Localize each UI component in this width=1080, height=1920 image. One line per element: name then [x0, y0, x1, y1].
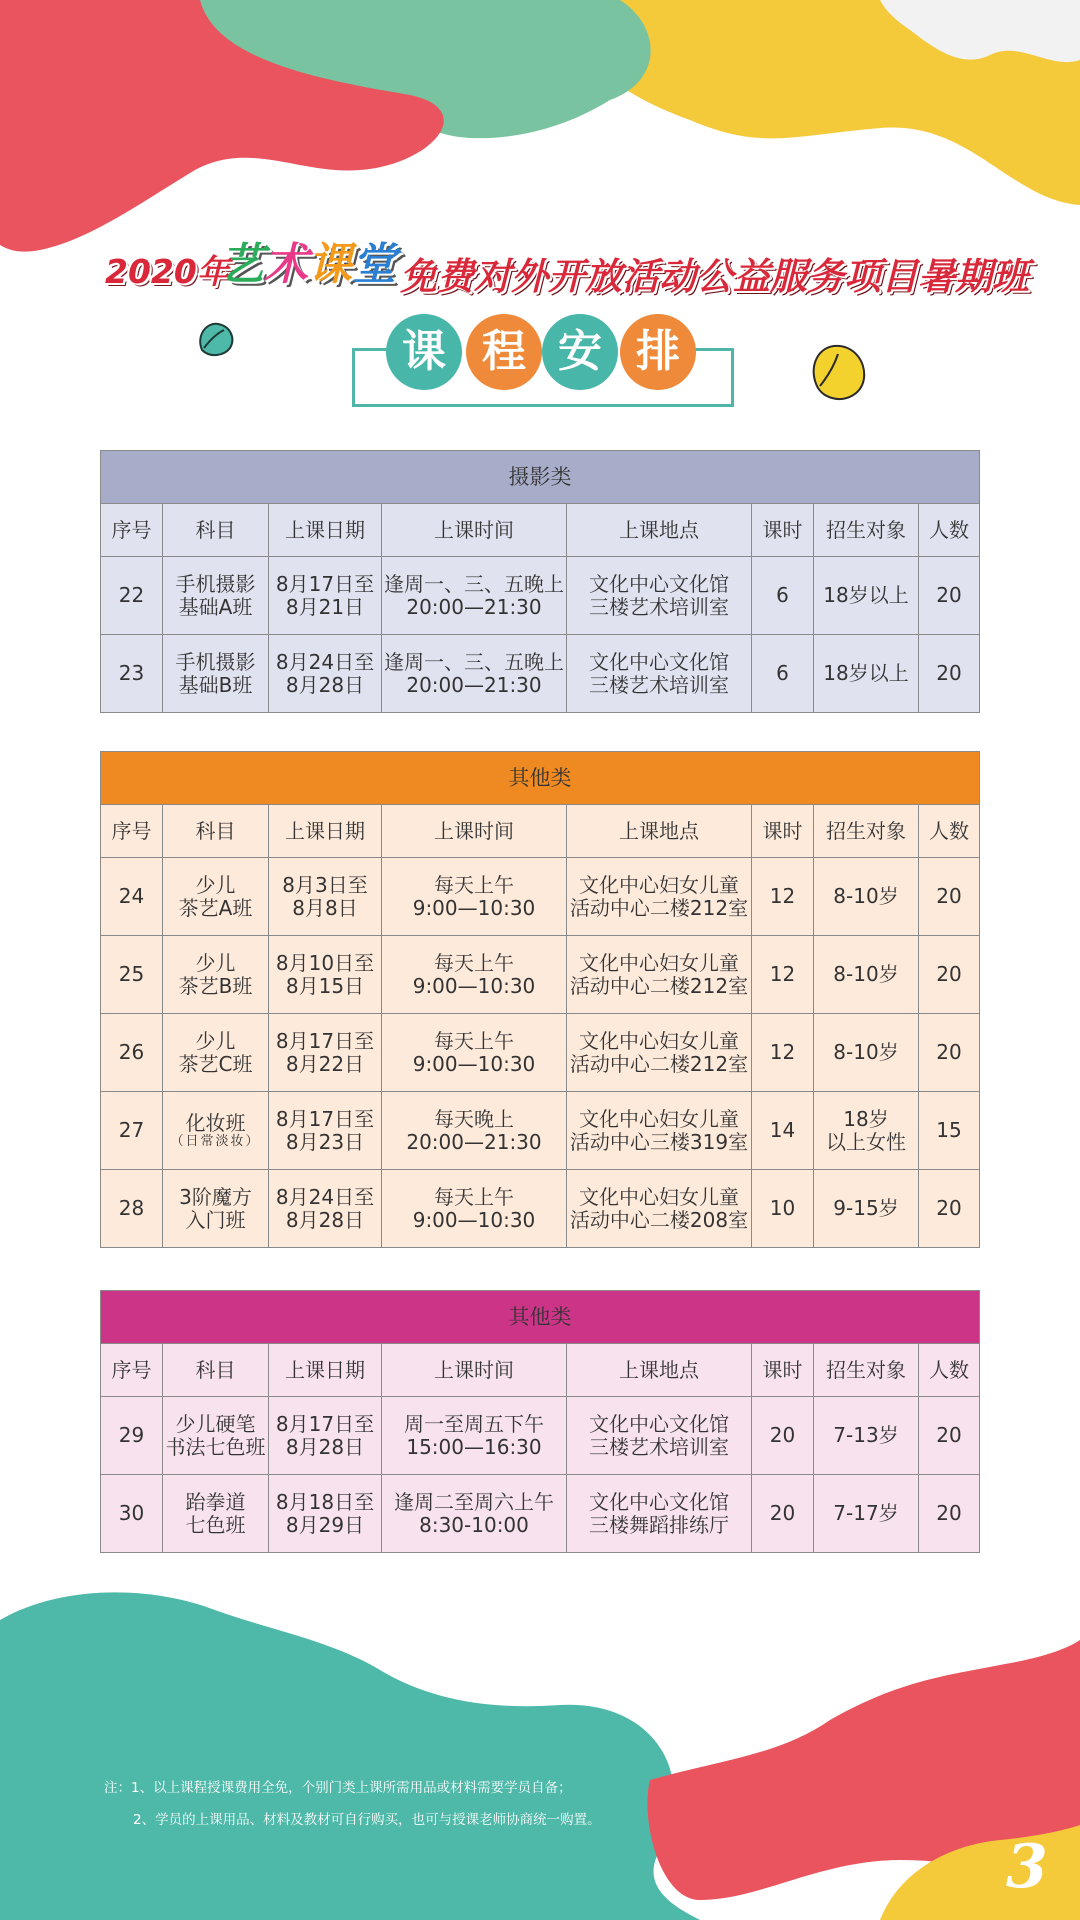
cell-line: 7-17岁: [833, 1501, 899, 1525]
poster-title: [100, 228, 1029, 298]
cell-line: 书法七色班: [165, 1434, 266, 1459]
cell-number: 29: [101, 1397, 163, 1475]
cell-line: 8月10日至: [275, 950, 375, 975]
cell-line: 周一至周五下午: [404, 1411, 544, 1436]
cell-date: [269, 1475, 382, 1553]
cell-line: 文化中心文化馆: [589, 1411, 729, 1436]
cell-line: 文化中心妇女儿童: [579, 872, 739, 897]
table-row: [101, 1170, 980, 1248]
cell-line: 8-10岁: [833, 1040, 899, 1064]
cell-line: 活动中心二楼212室: [569, 973, 749, 998]
note-line: 2、学员的上课用品、材料及教材可自行购买，也可与授课老师协商统一购置。: [133, 1812, 601, 1828]
cell-line: 8月22日: [285, 1051, 365, 1076]
cell-line: 七色班: [185, 1512, 246, 1537]
cell-line: 每天上午: [434, 872, 514, 897]
note-line: 注：1、以上课程授课费用全免，个别门类上课所需用品或材料需要学员自备；: [104, 1780, 572, 1796]
cell-subject: [163, 635, 269, 713]
cell-target: [814, 936, 919, 1014]
cell-line: 三楼艺术培训室: [589, 1434, 729, 1459]
cell-line: 手机摄影: [175, 571, 256, 596]
table-row: [101, 1475, 980, 1553]
footer-notes: [104, 1772, 804, 1836]
cell-line: 茶艺B班: [178, 973, 253, 998]
table-row: [101, 936, 980, 1014]
cell-number: 24: [101, 858, 163, 936]
cell-line: 7-13岁: [833, 1423, 899, 1447]
cell-target: [814, 557, 919, 635]
cell-line: 茶艺A班: [178, 895, 253, 920]
cell-date: [269, 936, 382, 1014]
cell-line: 基础B班: [178, 672, 253, 697]
cell-line: 3阶魔方: [179, 1184, 252, 1209]
cell-line: 文化中心文化馆: [589, 1489, 729, 1514]
column-header: 序号: [101, 805, 163, 858]
cell-time: [382, 1014, 567, 1092]
cell-date: [269, 1170, 382, 1248]
cell-line: 每天上午: [434, 1028, 514, 1053]
cell-line: 8月28日: [285, 672, 365, 697]
column-header: 序号: [101, 1344, 163, 1397]
cell-hours: 12: [752, 858, 814, 936]
cell-place: [567, 1170, 752, 1248]
cell-hours: 6: [752, 635, 814, 713]
cell-line: 三楼艺术培训室: [589, 594, 729, 619]
cell-line: 20:00—21:30: [406, 672, 542, 697]
cell-line: 8月17日至: [275, 571, 375, 596]
cell-line: 基础A班: [178, 594, 253, 619]
teal-leaf-icon: [196, 318, 238, 358]
schedule-table-other-2: [100, 1290, 980, 1553]
cell-subject: [163, 1014, 269, 1092]
cell-line: 每天上午: [434, 950, 514, 975]
cell-line: 8月23日: [285, 1129, 365, 1154]
column-header: 上课日期: [269, 805, 382, 858]
cell-line: 每天上午: [434, 1184, 514, 1209]
cell-line: 20:00—21:30: [406, 594, 542, 619]
column-header: 科目: [163, 1344, 269, 1397]
schedule-table-photography: [100, 450, 980, 713]
brand-char: 术: [264, 239, 308, 290]
cell-line: 文化中心妇女儿童: [579, 1184, 739, 1209]
cell-place: [567, 1397, 752, 1475]
cell-line: 9:00—10:30: [412, 895, 536, 920]
brand-char: 课: [308, 239, 352, 290]
cell-number: 25: [101, 936, 163, 1014]
column-header: 序号: [101, 504, 163, 557]
cell-line: 18岁: [843, 1106, 889, 1131]
cell-target: [814, 1170, 919, 1248]
cell-target: [814, 635, 919, 713]
table-row: [101, 1014, 980, 1092]
cell-target: [814, 1014, 919, 1092]
cell-number: 30: [101, 1475, 163, 1553]
column-header: 上课时间: [382, 504, 567, 557]
cell-number: 26: [101, 1014, 163, 1092]
cell-number: 23: [101, 635, 163, 713]
cell-target: [814, 1475, 919, 1553]
cell-subject: [163, 1475, 269, 1553]
cell-line: 文化中心文化馆: [589, 649, 729, 674]
title-brand: [220, 228, 396, 292]
cell-line: 活动中心二楼212室: [569, 895, 749, 920]
cell-count: 20: [919, 1014, 980, 1092]
column-header: 课时: [752, 805, 814, 858]
cell-line: 9:00—10:30: [412, 973, 536, 998]
cell-line: 8月18日至: [275, 1489, 375, 1514]
cell-line: 8月28日: [285, 1434, 365, 1459]
cell-line: 8月24日至: [275, 649, 375, 674]
cell-line: 活动中心二楼212室: [569, 1051, 749, 1076]
cell-date: [269, 557, 382, 635]
cell-place: [567, 1092, 752, 1170]
bottom-teal-blob: [0, 1592, 700, 1920]
cell-number: 22: [101, 557, 163, 635]
cell-line: 8月17日至: [275, 1106, 375, 1131]
cell-place: [567, 635, 752, 713]
column-header: 上课日期: [269, 504, 382, 557]
cell-target: [814, 1092, 919, 1170]
cell-line: 8月3日至: [282, 872, 368, 897]
cell-place: [567, 557, 752, 635]
cell-count: 20: [919, 635, 980, 713]
cell-line: 逢周一、三、五晚上: [384, 649, 564, 674]
cell-subject: [163, 1092, 269, 1170]
cell-time: [382, 1170, 567, 1248]
cell-date: [269, 1092, 382, 1170]
subject-note: （日常淡妆）: [170, 1133, 261, 1149]
cell-place: [567, 1014, 752, 1092]
cell-date: [269, 858, 382, 936]
table-row: [101, 1092, 980, 1170]
brand-char: 堂: [352, 239, 396, 290]
table-category-title: 摄影类: [101, 451, 980, 504]
column-header: 上课时间: [382, 1344, 567, 1397]
subtitle-char: 课: [386, 314, 462, 390]
column-header: 人数: [919, 1344, 980, 1397]
cell-line: 少儿: [195, 872, 236, 897]
cell-line: 跆拳道: [185, 1489, 246, 1514]
cell-line: 8月28日: [285, 1207, 365, 1232]
subtitle-char: 程: [466, 314, 542, 390]
cell-hours: 20: [752, 1397, 814, 1475]
cell-line: 8-10岁: [833, 884, 899, 908]
cell-line: 9:00—10:30: [412, 1051, 536, 1076]
column-header: 招生对象: [814, 504, 919, 557]
cell-place: [567, 936, 752, 1014]
column-header: 科目: [163, 504, 269, 557]
title-year: 2020年: [105, 252, 230, 291]
cell-time: [382, 936, 567, 1014]
cell-date: [269, 635, 382, 713]
cell-count: 20: [919, 936, 980, 1014]
cell-time: [382, 557, 567, 635]
cell-hours: 14: [752, 1092, 814, 1170]
cell-count: 15: [919, 1092, 980, 1170]
cell-time: [382, 1397, 567, 1475]
column-header: 人数: [919, 805, 980, 858]
cell-line: 8月8日: [292, 895, 358, 920]
cell-place: [567, 858, 752, 936]
cell-line: 9-15岁: [833, 1196, 899, 1220]
cell-line: 手机摄影: [175, 649, 256, 674]
cell-time: [382, 858, 567, 936]
cell-line: 18岁以上: [823, 661, 909, 685]
cell-line: 8月24日至: [275, 1184, 375, 1209]
column-header: 科目: [163, 805, 269, 858]
cell-count: 20: [919, 557, 980, 635]
cell-line: 8月15日: [285, 973, 365, 998]
page-number: 3: [1006, 1832, 1048, 1902]
cell-count: 20: [919, 858, 980, 936]
column-header: 上课地点: [567, 504, 752, 557]
cell-date: [269, 1014, 382, 1092]
cell-hours: 12: [752, 1014, 814, 1092]
cell-line: 15:00—16:30: [406, 1434, 542, 1459]
cell-line: 少儿: [195, 1028, 236, 1053]
table-row: [101, 557, 980, 635]
subtitle-char: 排: [620, 314, 696, 390]
cell-hours: 6: [752, 557, 814, 635]
cell-subject: [163, 1170, 269, 1248]
schedule-table-other-1: [100, 751, 980, 1248]
cell-line: 8:30-10:00: [419, 1512, 529, 1537]
cell-line: 8月17日至: [275, 1028, 375, 1053]
cell-number: 27: [101, 1092, 163, 1170]
cell-time: [382, 635, 567, 713]
cell-line: 20:00—21:30: [406, 1129, 542, 1154]
cell-line: 8月17日至: [275, 1411, 375, 1436]
cell-line: 活动中心三楼319室: [569, 1129, 749, 1154]
cell-line: 9:00—10:30: [412, 1207, 536, 1232]
cell-subject: [163, 936, 269, 1014]
cell-line: 每天晚上: [434, 1106, 514, 1131]
brand-char: 艺: [220, 239, 264, 290]
cell-date: [269, 1397, 382, 1475]
cell-hours: 10: [752, 1170, 814, 1248]
cell-line: 逢周一、三、五晚上: [384, 571, 564, 596]
cell-line: 18岁以上: [823, 583, 909, 607]
cell-line: 逢周二至周六上午: [394, 1489, 554, 1514]
cell-target: [814, 858, 919, 936]
column-header: 招生对象: [814, 1344, 919, 1397]
cell-line: 少儿: [195, 950, 236, 975]
cell-line: 以上女性: [826, 1129, 906, 1154]
cell-place: [567, 1475, 752, 1553]
column-header: 上课时间: [382, 805, 567, 858]
table-row: [101, 635, 980, 713]
cell-count: 20: [919, 1170, 980, 1248]
cell-line: 8月21日: [285, 594, 365, 619]
yellow-leaf-icon: [808, 340, 870, 402]
cell-line: 入门班: [185, 1207, 246, 1232]
cell-line: 三楼舞蹈排练厅: [589, 1512, 729, 1537]
column-header: 招生对象: [814, 805, 919, 858]
cell-line: 文化中心妇女儿童: [579, 950, 739, 975]
cell-line: 文化中心妇女儿童: [579, 1028, 739, 1053]
column-header: 上课地点: [567, 1344, 752, 1397]
cell-subject: [163, 858, 269, 936]
cell-line: 茶艺C班: [178, 1051, 253, 1076]
table-row: [101, 1397, 980, 1475]
cell-time: [382, 1092, 567, 1170]
cell-number: 28: [101, 1170, 163, 1248]
column-header: 上课地点: [567, 805, 752, 858]
column-header: 课时: [752, 504, 814, 557]
cell-hours: 12: [752, 936, 814, 1014]
table-category-title: 其他类: [101, 752, 980, 805]
cell-target: [814, 1397, 919, 1475]
cell-count: 20: [919, 1397, 980, 1475]
cell-hours: 20: [752, 1475, 814, 1553]
column-header: 人数: [919, 504, 980, 557]
cell-time: [382, 1475, 567, 1553]
cell-line: 三楼艺术培训室: [589, 672, 729, 697]
table-category-title: 其他类: [101, 1291, 980, 1344]
cell-line: 少儿硬笔: [175, 1411, 256, 1436]
cell-line: 8-10岁: [833, 962, 899, 986]
cell-subject: [163, 1397, 269, 1475]
table-row: [101, 858, 980, 936]
cell-line: 文化中心妇女儿童: [579, 1106, 739, 1131]
cell-line: 化妆班: [185, 1110, 246, 1135]
cell-count: 20: [919, 1475, 980, 1553]
subtitle-char: 安: [542, 314, 618, 390]
column-header: 课时: [752, 1344, 814, 1397]
column-header: 上课日期: [269, 1344, 382, 1397]
cell-subject: [163, 557, 269, 635]
cell-line: 8月29日: [285, 1512, 365, 1537]
title-rest: 免费对外开放活动公益服务项目暑期班: [400, 255, 1029, 298]
cell-line: 文化中心文化馆: [589, 571, 729, 596]
cell-line: 活动中心二楼208室: [569, 1207, 749, 1232]
